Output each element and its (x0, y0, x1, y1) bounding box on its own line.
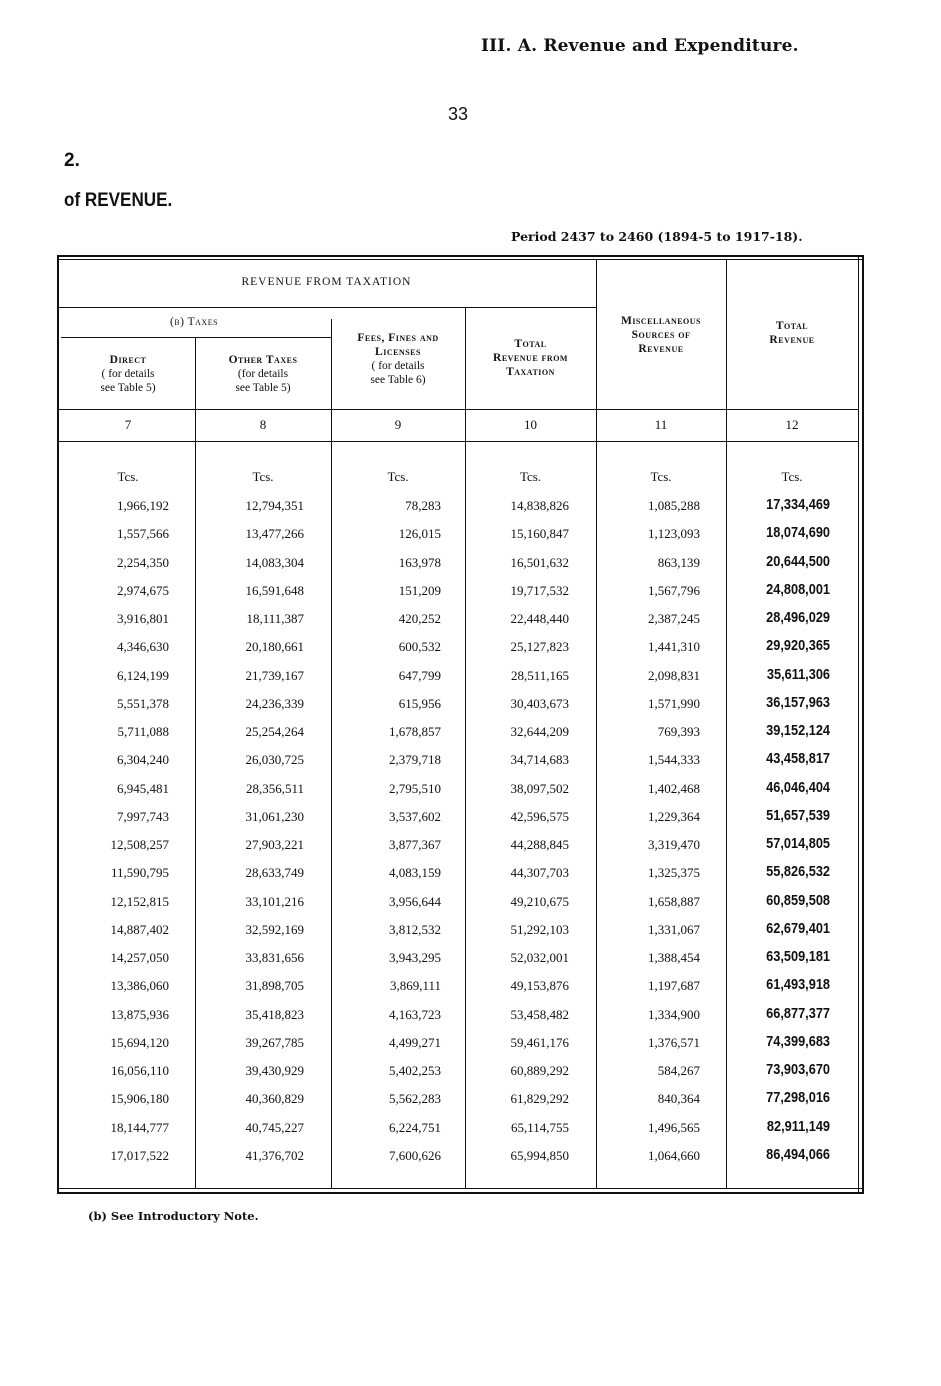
table-cell: 13,477,266 (245, 526, 304, 541)
table-cell: 615,956 (398, 696, 441, 711)
table-cell: 82,911,149 (766, 1118, 830, 1135)
table-cell: 2,795,510 (389, 781, 441, 796)
total-revenue-column-header (726, 319, 858, 347)
table-cell: 63,509,181 (766, 948, 830, 965)
table-cell: 49,153,876 (510, 978, 569, 993)
table-cell: 32,592,169 (245, 922, 304, 937)
direct-note-2: see Table 5) (100, 382, 156, 394)
table-cell: 2,098,831 (648, 668, 700, 683)
table-cell: 840,364 (657, 1091, 700, 1106)
table-cell: 30,403,673 (510, 696, 569, 711)
table-cell: 6,304,240 (117, 752, 169, 767)
table-cell: 647,799 (398, 668, 441, 683)
table-cell: 13,875,936 (110, 1007, 169, 1022)
table-cell: 27,903,221 (245, 837, 304, 852)
section-title: of REVENUE. (64, 190, 173, 211)
table-cell: 584,267 (657, 1063, 700, 1078)
table-cell: 1,376,571 (648, 1035, 700, 1050)
group-header-rule (57, 307, 596, 308)
unit-7: Tcs. (117, 469, 139, 484)
column-number-12: 12 (785, 417, 799, 432)
table-cell: 1,197,687 (648, 978, 700, 993)
table-cell: 28,356,511 (245, 781, 304, 796)
table-cell: 18,074,690 (766, 524, 830, 541)
table-cell: 1,658,887 (648, 894, 700, 909)
table-cell: 6,945,481 (117, 781, 169, 796)
table-cell: 1,064,660 (648, 1148, 700, 1163)
table-cell: 44,307,703 (510, 865, 569, 880)
table-cell: 16,501,632 (510, 555, 569, 570)
table-cell: 24,236,339 (245, 696, 304, 711)
col-sep-9-10 (465, 307, 466, 1188)
table-cell: 1,331,067 (648, 922, 700, 937)
table-cell: 18,111,387 (246, 611, 304, 626)
table-cell: 3,537,602 (389, 809, 441, 824)
table-cell: 2,974,675 (117, 583, 169, 598)
misc-column-header (596, 314, 726, 356)
table-cell: 43,458,817 (766, 750, 830, 767)
unit-10: Tcs. (519, 469, 542, 484)
table-cell: 61,493,918 (766, 976, 830, 993)
other-taxes-column-header (195, 353, 331, 395)
table-cell: 17,334,469 (766, 496, 830, 513)
table-cell: 4,346,630 (117, 639, 169, 654)
header-bottom-rule (57, 409, 858, 410)
table-cell: 19,717,532 (510, 583, 569, 598)
table-cell: 49,210,675 (510, 894, 569, 909)
table-cell: 18,144,777 (110, 1120, 169, 1135)
table-cell: 28,496,029 (766, 609, 830, 626)
table-cell: 26,030,725 (245, 752, 304, 767)
total-revenue-label-2: Revenue (769, 334, 815, 346)
other-taxes-note-1: (for details (237, 368, 289, 380)
table-cell: 3,877,367 (389, 837, 441, 852)
table-cell: 5,711,088 (117, 724, 169, 739)
fees-note-2: see Table 6) (370, 374, 426, 386)
table-cell: 38,097,502 (510, 781, 569, 796)
table-cell: 28,511,165 (510, 668, 569, 683)
total-taxation-label: Total (514, 338, 547, 350)
table-cell: 1,966,192 (117, 498, 169, 513)
misc-label-3: Revenue (638, 343, 684, 355)
table-bottom-rule (57, 1192, 863, 1194)
table-cell: 65,114,755 (510, 1120, 569, 1135)
table-cell: 17,017,522 (110, 1148, 169, 1163)
revenue-table (57, 255, 863, 1196)
table-cell: 28,633,749 (245, 865, 304, 880)
table-cell: 1,402,468 (648, 781, 700, 796)
table-cell: 31,061,230 (245, 809, 304, 824)
table-cell: 1,567,796 (648, 583, 700, 598)
table-cell: 39,430,929 (245, 1063, 304, 1078)
table-cell: 39,152,124 (766, 722, 830, 739)
table-cell: 33,831,656 (245, 950, 304, 965)
fees-note-1: ( for details (371, 360, 425, 372)
table-cell: 15,906,180 (110, 1091, 169, 1106)
total-revenue-label: Total (775, 320, 809, 332)
table-cell: 46,046,404 (766, 779, 830, 796)
table-cell: 44,288,845 (510, 837, 569, 852)
table-cell: 65,994,850 (510, 1148, 569, 1163)
fees-column-header (331, 331, 465, 387)
column-number-7: 7 (124, 417, 132, 432)
table-cell: 14,838,826 (510, 498, 569, 513)
table-cell: 4,163,723 (389, 1007, 441, 1022)
total-taxation-column-header (465, 337, 596, 379)
table-cell: 11,590,795 (110, 865, 169, 880)
table-bottom-rule-inner (57, 1188, 863, 1189)
table-cell: 3,916,801 (117, 611, 169, 626)
table-cell: 2,254,350 (117, 555, 169, 570)
table-cell: 36,157,963 (766, 694, 830, 711)
table-cell: 61,829,292 (510, 1091, 569, 1106)
table-cell: 15,694,120 (110, 1035, 169, 1050)
misc-label-2: Sources of (631, 329, 691, 341)
table-cell: 3,943,295 (389, 950, 441, 965)
table-cell: 5,562,283 (389, 1091, 441, 1106)
table-cell: 40,360,829 (245, 1091, 304, 1106)
column-number-9: 9 (394, 417, 402, 432)
table-cell: 74,399,683 (766, 1033, 830, 1050)
table-cell: 13,386,060 (110, 978, 169, 993)
other-taxes-label: Other Taxes (228, 354, 298, 366)
table-cell: 31,898,705 (245, 978, 304, 993)
taxes-header: (b) Taxes (169, 316, 219, 328)
table-right-rule (862, 255, 864, 1194)
footnote: (b) See Introductory Note. (88, 1209, 259, 1223)
table-cell: 1,325,375 (648, 865, 700, 880)
table-cell: 1,544,333 (648, 752, 700, 767)
table-cell: 126,015 (398, 526, 441, 541)
taxes-header-rule (61, 337, 331, 338)
column-number-8: 8 (259, 417, 267, 432)
table-cell: 24,808,001 (766, 581, 830, 598)
direct-column-header (61, 353, 195, 395)
section-number: 2. (64, 150, 80, 171)
table-cell: 52,032,001 (510, 950, 569, 965)
table-cell: 12,794,351 (245, 498, 304, 513)
unit-8: Tcs. (252, 469, 274, 484)
table-cell: 39,267,785 (245, 1035, 304, 1050)
table-cell: 41,376,702 (245, 1148, 304, 1163)
table-cell: 22,448,440 (510, 611, 569, 626)
table-cell: 15,160,847 (510, 526, 569, 541)
table-cell: 66,877,377 (766, 1005, 830, 1022)
table-cell: 1,496,565 (648, 1120, 700, 1135)
table-cell: 5,402,253 (389, 1063, 441, 1078)
table-cell: 420,252 (398, 611, 441, 626)
table-cell: 3,812,532 (389, 922, 441, 937)
table-cell: 1,334,900 (648, 1007, 700, 1022)
table-cell: 59,461,176 (510, 1035, 569, 1050)
table-cell: 16,056,110 (110, 1063, 169, 1078)
table-cell: 600,532 (398, 639, 441, 654)
table-cell: 3,869,111 (389, 978, 441, 993)
table-cell: 2,379,718 (389, 752, 441, 767)
direct-label: Direct (109, 354, 147, 366)
column-number-11: 11 (654, 417, 668, 432)
table-cell: 40,745,227 (245, 1120, 304, 1135)
table-cell: 14,887,402 (110, 922, 169, 937)
table-cell: 51,292,103 (510, 922, 569, 937)
table-cell: 3,319,470 (648, 837, 700, 852)
table-cell: 14,083,304 (245, 555, 304, 570)
unit-12: Tcs. (781, 469, 803, 484)
table-cell: 29,920,365 (766, 637, 830, 654)
table-cell: 1,571,990 (648, 696, 700, 711)
direct-note-1: ( for details (101, 368, 155, 380)
table-top-rule (57, 255, 863, 257)
table-cell: 32,644,209 (510, 724, 569, 739)
total-taxation-label-3: Taxation (506, 366, 555, 378)
total-taxation-label-2: Revenue from (493, 352, 568, 364)
other-taxes-note-2: see Table 5) (235, 382, 291, 394)
table-cell: 78,283 (405, 498, 441, 513)
table-cell: 1,557,566 (117, 526, 169, 541)
table-cell: 1,388,454 (648, 950, 700, 965)
table-cell: 5,551,378 (117, 696, 169, 711)
fees-label-2: Licenses (375, 346, 421, 358)
table-cell: 3,956,644 (389, 894, 441, 909)
table-cell: 6,124,199 (117, 668, 169, 683)
table-cell: 60,889,292 (510, 1063, 569, 1078)
table-cell: 163,978 (398, 555, 441, 570)
table-cell: 4,083,159 (389, 865, 441, 880)
table-cell: 21,739,167 (245, 668, 304, 683)
table-cell: 1,441,310 (648, 639, 700, 654)
table-cell: 1,678,857 (389, 724, 441, 739)
table-cell: 151,209 (398, 583, 441, 598)
table-cell: 20,644,500 (766, 553, 830, 570)
table-cell: 12,508,257 (110, 837, 169, 852)
table-cell: 1,123,093 (648, 526, 700, 541)
table-cell: 14,257,050 (110, 950, 169, 965)
table-cell: 25,254,264 (245, 724, 304, 739)
running-title: III. A. Revenue and Expenditure. (481, 36, 799, 56)
table-cell: 12,152,815 (110, 894, 169, 909)
period-caption: Period 2437 to 2460 (1894-5 to 1917-18). (511, 229, 803, 244)
table-cell: 62,679,401 (766, 920, 830, 937)
table-cell: 20,180,661 (245, 639, 304, 654)
table-cell: 34,714,683 (510, 752, 569, 767)
unit-11: Tcs. (650, 469, 672, 484)
table-cell: 4,499,271 (389, 1035, 441, 1050)
fees-label: Fees, Fines and (357, 332, 439, 344)
table-right-rule-inner (858, 255, 859, 1194)
table-cell: 769,393 (657, 724, 700, 739)
table-cell: 53,458,482 (510, 1007, 569, 1022)
page-number: 33 (448, 104, 469, 124)
table-cell: 60,859,508 (766, 892, 830, 909)
table-cell: 33,101,216 (245, 894, 304, 909)
table-cell: 35,418,823 (245, 1007, 304, 1022)
table-cell: 51,657,539 (766, 807, 830, 824)
table-cell: 7,997,743 (117, 809, 169, 824)
table-cell: 42,596,575 (510, 809, 569, 824)
table-cell: 1,229,364 (648, 809, 700, 824)
table-cell: 7,600,626 (389, 1148, 441, 1163)
table-cell: 77,298,016 (766, 1089, 830, 1106)
table-cell: 6,224,751 (389, 1120, 441, 1135)
table-cell: 73,903,670 (766, 1061, 830, 1078)
table-cell: 55,826,532 (766, 863, 830, 880)
table-cell: 863,139 (657, 555, 700, 570)
table-cell: 57,014,805 (766, 835, 830, 852)
column-number-10: 10 (524, 417, 537, 432)
table-cell: 25,127,823 (510, 639, 569, 654)
table-top-rule-inner (57, 259, 863, 260)
misc-label: Miscellaneous (620, 315, 702, 327)
revenue-from-taxation-header: REVENUE FROM TAXATION (241, 276, 412, 288)
table-cell: 1,085,288 (648, 498, 700, 513)
table-cell: 86,494,066 (766, 1146, 830, 1163)
table-cell: 16,591,648 (245, 583, 304, 598)
table-cell: 35,611,306 (766, 666, 830, 683)
column-number-rule (57, 441, 858, 442)
table-cell: 2,387,245 (648, 611, 700, 626)
unit-9: Tcs. (387, 469, 409, 484)
